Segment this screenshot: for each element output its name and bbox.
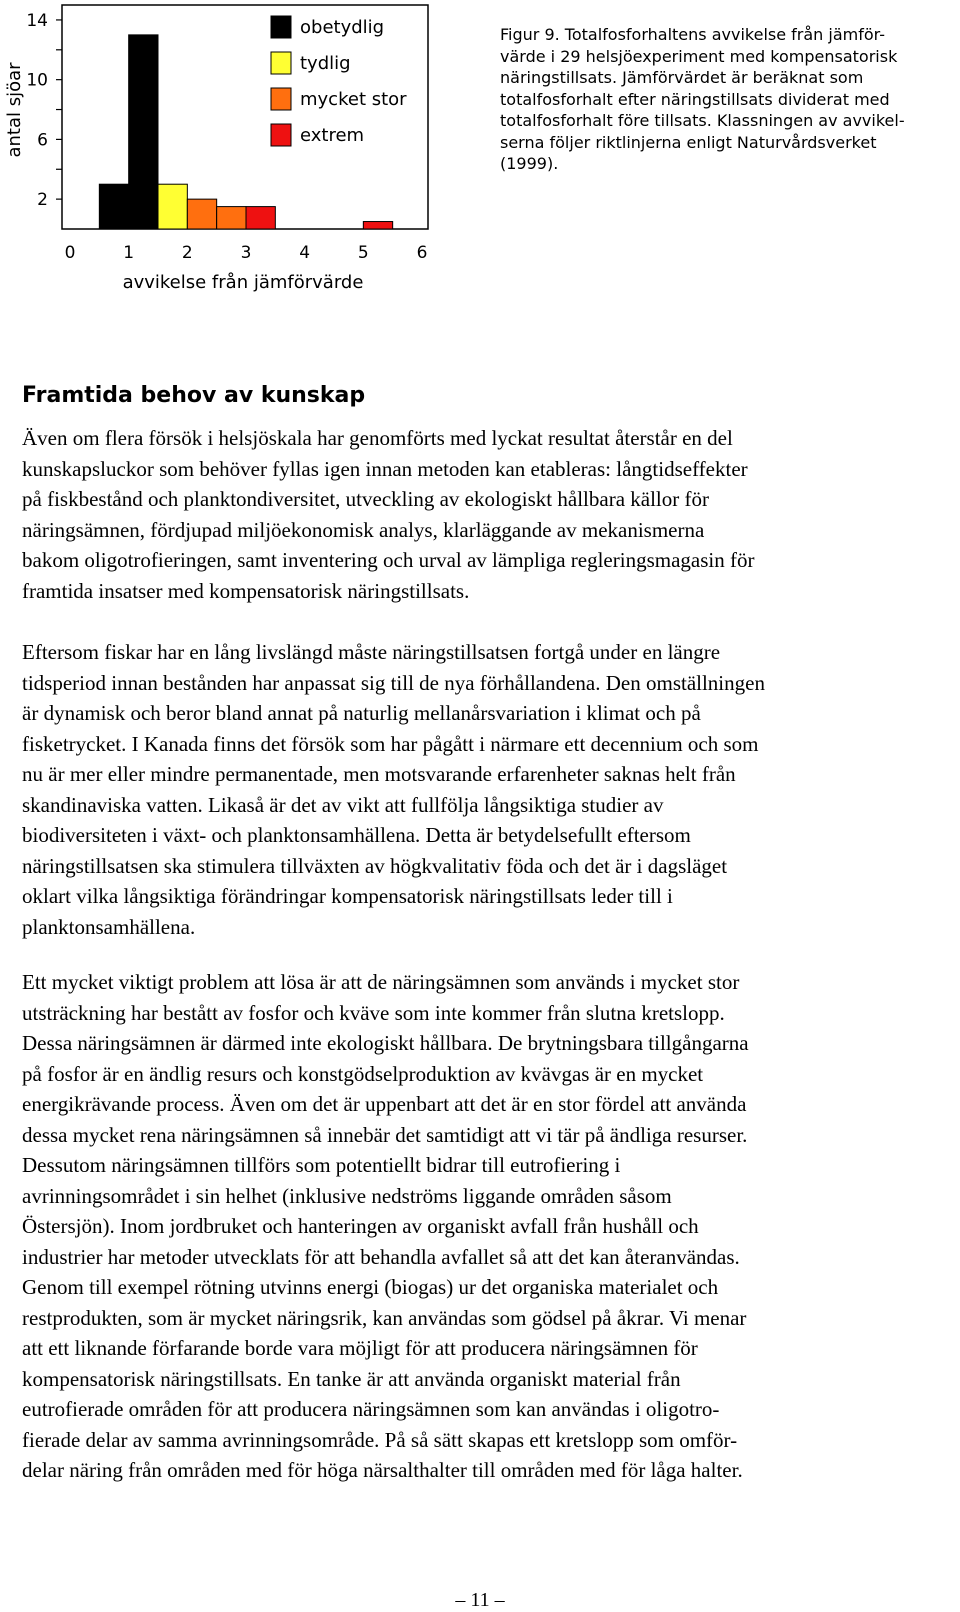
legend-label: mycket stor [300,89,407,110]
x-tick-label: 5 [357,243,369,263]
legend-swatch [271,88,291,110]
paragraph-fish-lifespan: Eftersom fiskar har en lång livslängd måste näringstillsatsen fortgå under en längre tidsperiod innan bestånden har anpassat sig till de nya förhållandena. Den omställningen är dynamisk och beror bland annat på naturlig mellanårsvariation i klimat och på fisketrycket. I Kanada finns det försök som har pågått i närmare ett decennium och som nu är mer eller mindre permanentade, men motsvarande erfarenheter saknas helt från skandinaviska vatten. Likaså är det av vikt att fullfölja långsiktiga studier av biodiversiteten i växt- och planktonsamhällena. Detta är betydelsefullt eftersom näringstillsatsen ska stimulera tillväxten av högkvalitativ föda och det är i dagsläget oklart vilka långsiktiga förändringar kompensatorisk näringstillsats leder till i planktonsamhällena. [22,640,765,939]
legend-swatch [271,52,291,74]
histogram-bar [99,184,128,229]
y-tick-label: 2 [37,190,48,211]
y-tick-label: 10 [26,70,48,91]
legend-label: extrem [300,125,365,146]
x-tick-label: 1 [123,243,135,263]
y-axis-label: antal sjöar [4,62,25,158]
legend-label: obetydlig [300,17,385,38]
legend-swatch [271,16,291,38]
y-tick-label: 14 [26,10,48,31]
histogram-bar [363,222,392,229]
y-tick-label: 6 [37,130,48,151]
x-axis-label: avvikelse från jämförvärde [122,272,364,293]
figure-caption: Figur 9. Totalfosforhaltens avvikelse från jämför- värde i 29 helsjöexperiment med kompensatorisk näringstillsats. Jämförvärdet är beräknat som totalfosforhalt efter näringstillsats dividerat med totalfosforhalt före tillsats. Klassningen av avvikel- serna följer riktlinjerna enligt Naturvårdsverket (1999). [500,25,905,173]
page-number: – 11 – [455,1589,505,1611]
legend-swatch [271,124,291,146]
x-tick-label: 2 [181,243,193,263]
x-tick-label: 6 [416,243,428,263]
paragraph-knowledge-gaps: Även om flera försök i helsjöskala har genomförts med lyckat resultat återstår en del kunskapsluckor som behöver fyllas igen innan metoden kan etableras: långtidseffekter på fiskbestånd och planktondiversitet, utveckling av ekologiskt hållbara källor för näringsämnen, fördjupad miljöekonomisk analys, klarläggande av mekanismerna bakom oligotrofieringen, samt inventering och urval av lämpliga regleringsmagasin för framtida insatser med kompensatorisk näringstillsats. [22,426,755,603]
histogram-bar [246,207,275,229]
histogram-chart [0,0,460,310]
x-tick-label: 0 [64,243,76,263]
x-tick-label: 3 [240,243,252,263]
histogram-bar [158,184,187,229]
section-heading: Framtida behov av kunskap [22,383,366,408]
y-axis-ticks [26,11,62,210]
legend [271,16,407,146]
x-axis-ticks [65,243,428,263]
paragraph-nutrient-sources: Ett mycket viktigt problem att lösa är att de näringsämnen som används i mycket stor utsträckning har bestått av fosfor och kväve som inte kommer från slutna kretslopp. Dessa näringsämnen är därmed inte ekologiskt hållbara. De brytningsbara tillgångarna på fosfor är en ändlig resurs och konstgödselproduktion av kvävgas är en mycket energikrävande process. Även om det är uppenbart att det är en stor fördel att använda dessa mycket rena näringsämnen så innebär det samtidigt att vi tär på ändliga resurser. Dessutom näringsämnen tillförs som potentiellt bidrar till eutrofiering i avrinningsområdet i sin helhet (inklusive nedströms liggande områden såsom Östersjön). Inom jordbruket och hanteringen av organiskt avfall från hushåll och industrier har metoder utvecklats för att behandla avfallet så att det kan återanvändas. Genom till exempel rötning utvinns energi (biogas) ur det organiska materialet och restprodukten, som är mycket näringsrik, kan användas som gödsel på åkrar. Vi menar att ett liknande förfarande borde vara möjligt för att producera näringsämnen för kompensatorisk näringstillsats. En tanke är att använda organiskt material från eutrofierade områden för att producera näringsämnen som kan användas i oligotro- fierade delar av samma avrinningsområde. På så sätt skapas ett kretslopp som omför- delar näring från områden med för höga närsalthalter till områden med för låga halter. [22,970,749,1482]
histogram-bar [217,207,246,229]
x-tick-label: 4 [299,243,311,263]
histogram-bar [129,35,158,229]
histogram-bar [187,199,216,229]
legend-label: tydlig [300,53,351,74]
